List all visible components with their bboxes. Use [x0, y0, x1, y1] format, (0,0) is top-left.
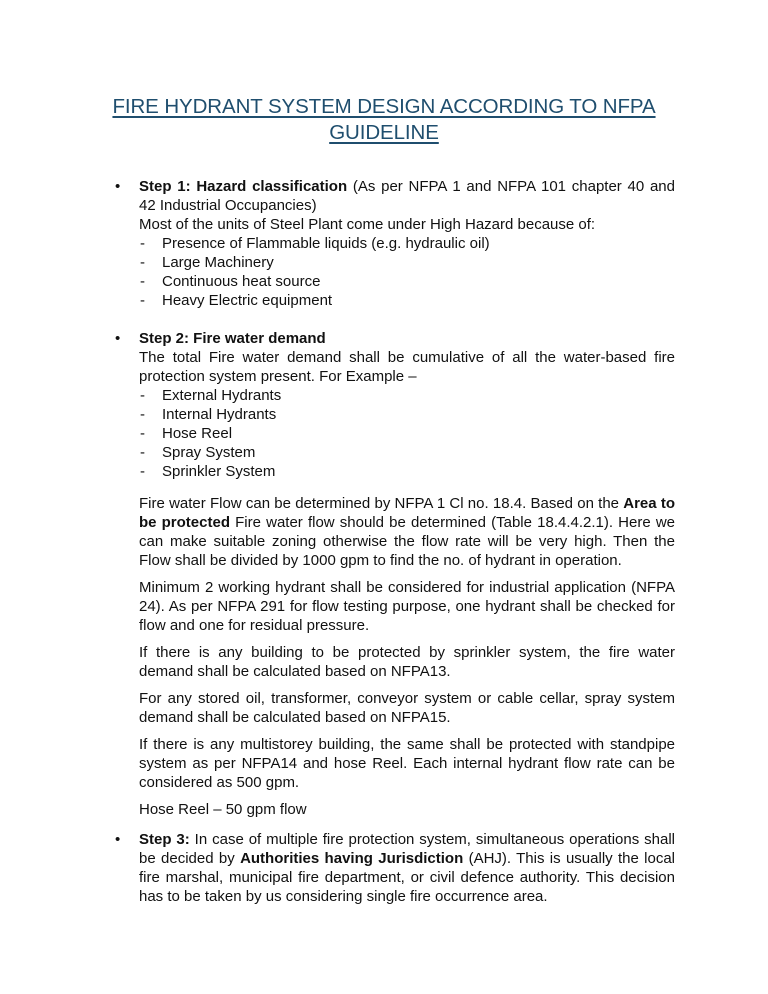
dash-icon: -: [140, 235, 145, 252]
dash-icon: -: [140, 254, 145, 271]
list-item: [139, 424, 675, 443]
list-item: [139, 234, 675, 253]
step-1-hazard-list: [139, 234, 675, 310]
step-1-intro: Most of the units of Steel Plant come under High Hazard because of:: [139, 216, 596, 233]
dash-icon: -: [140, 425, 145, 442]
step-2-systems-list: [139, 386, 675, 481]
bullet-icon: •: [115, 831, 121, 848]
step-2-heading: Step 2: Fire water demand: [139, 330, 326, 347]
list-item: [139, 253, 675, 272]
bullet-icon: •: [115, 330, 121, 347]
list-item-text: Hose Reel: [162, 425, 233, 442]
list-item-text: Presence of Flammable liquids (e.g. hydraulic oil): [162, 235, 490, 252]
paragraph-text: In case of multiple fire protection system, simultaneous operations shall be decided by: [139, 831, 675, 867]
title-line-1: FIRE HYDRANT SYSTEM DESIGN ACCORDING TO NFPA: [112, 95, 656, 118]
step-2-intro: The total Fire water demand shall be cumulative of all the water-based fire protection system present. For Example –: [139, 349, 675, 385]
list-item-text: Continuous heat source: [162, 273, 321, 290]
paragraph-text: Fire water Flow can be determined by NFPA 1 Cl no. 18.4. Based on the: [139, 495, 624, 512]
bullet-icon: •: [115, 178, 121, 195]
step-3-paragraph: [139, 830, 675, 906]
area-to-be-protected-emphasis: Area to be protected: [139, 495, 675, 531]
list-item-text: Heavy Electric equipment: [162, 292, 333, 309]
list-item: [139, 291, 675, 310]
dash-icon: -: [140, 406, 145, 423]
dash-icon: -: [140, 292, 145, 309]
paragraph-text: (AHJ). This is usually the local fire marshal, municipal fire department, or civil defence authority. This decision has to be taken by us considering single fire occurrence area.: [139, 850, 676, 905]
step-3-heading: Step 3:: [139, 831, 190, 848]
document-title: [100, 94, 668, 146]
step-1-heading-reference: (As per NFPA 1 and NFPA 101 chapter 40 and 42 Industrial Occupancies): [139, 178, 675, 214]
dash-icon: -: [140, 387, 145, 404]
list-item-text: Large Machinery: [162, 254, 274, 271]
list-item: [139, 405, 675, 424]
standpipe-paragraph: If there is any multistorey building, the same shall be protected with standpipe system as per NFPA14 and hose Reel. Each internal hydrant flow rate can be considered as 500 gpm.: [139, 736, 675, 791]
list-item-text: External Hydrants: [162, 387, 282, 404]
step-1-section: [115, 177, 675, 310]
fire-water-flow-paragraph: [139, 494, 675, 570]
list-item: [139, 462, 675, 481]
step-3-section: [115, 830, 676, 906]
dash-icon: -: [140, 273, 145, 290]
dash-icon: -: [140, 444, 145, 461]
list-item: [139, 272, 675, 291]
ahj-emphasis: Authorities having Jurisdiction: [240, 850, 464, 867]
spray-system-paragraph: For any stored oil, transformer, conveyor system or cable cellar, spray system demand shall be calculated based on NFPA15.: [139, 690, 675, 726]
list-item: [139, 386, 675, 405]
paragraph-text: Fire water flow should be determined (Table 18.4.4.2.1). Here we can make suitable zoning otherwise the flow rate will be very high. Then the Flow shall be divided by 1000 gpm to find the no. of hydrant in operation.: [139, 514, 675, 569]
step-2-section: [115, 329, 675, 819]
list-item-text: Sprinkler System: [162, 463, 276, 480]
sprinkler-paragraph: If there is any building to be protected by sprinkler system, the fire water demand shall be calculated based on NFPA13.: [139, 644, 675, 680]
title-line-2: GUIDELINE: [329, 121, 439, 144]
step-2-heading-line: [139, 329, 675, 348]
hose-reel-paragraph: Hose Reel – 50 gpm flow: [139, 801, 307, 818]
list-item-text: Internal Hydrants: [162, 406, 277, 423]
step-1-heading: Step 1: Hazard classification: [139, 178, 348, 195]
step-1-heading-line: [139, 177, 675, 215]
minimum-hydrant-paragraph: Minimum 2 working hydrant shall be considered for industrial application (NFPA 24). As per NFPA 291 for flow testing purpose, one hydrant shall be checked for flow and one for residual pressure.: [139, 579, 675, 634]
dash-icon: -: [140, 463, 145, 480]
list-item: [139, 443, 675, 462]
list-item-text: Spray System: [162, 444, 256, 461]
